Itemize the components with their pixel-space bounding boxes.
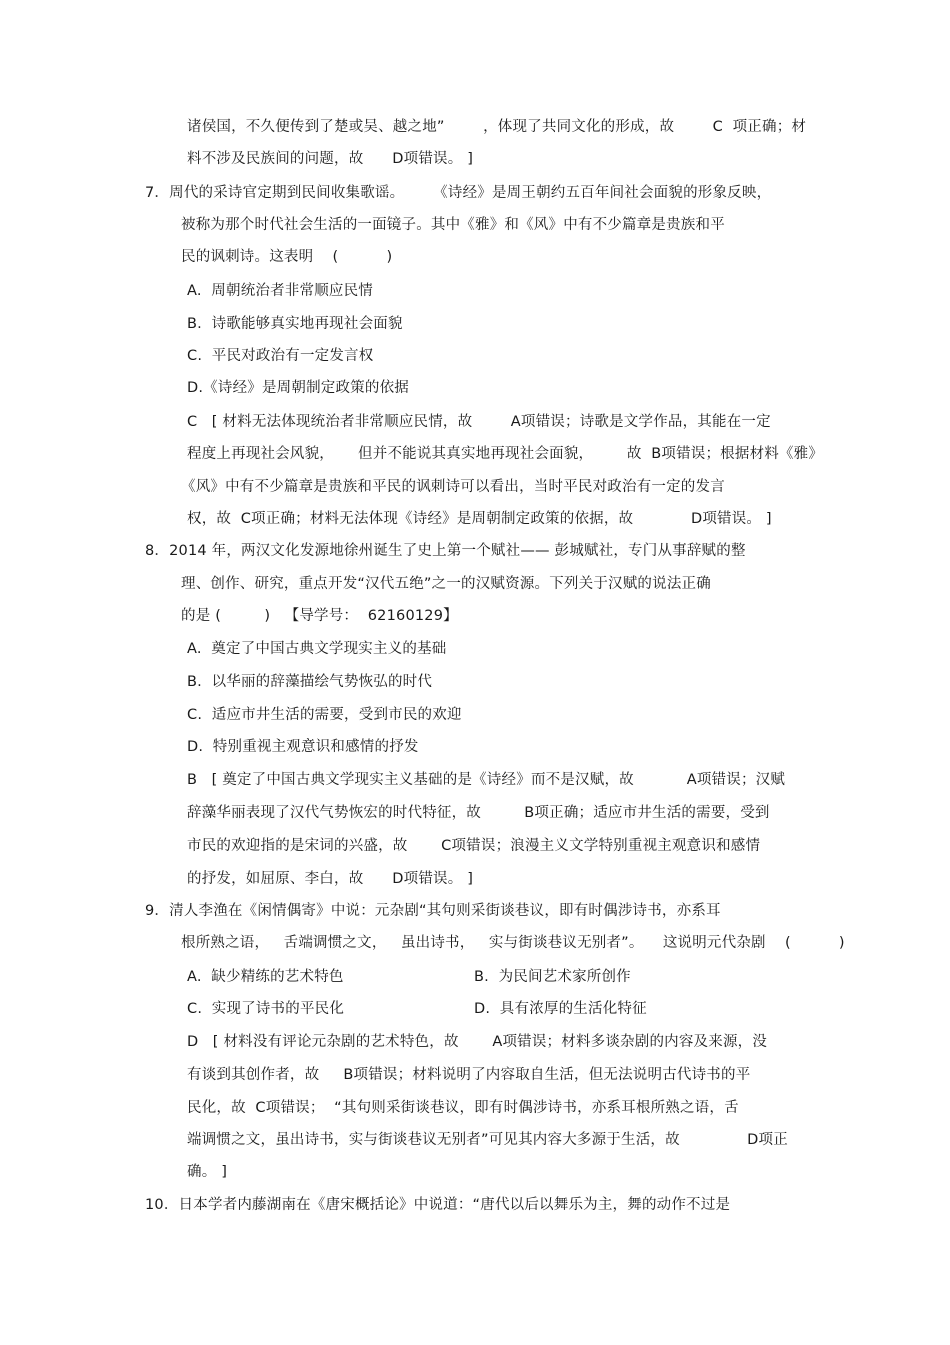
text-line: 民化，故 C项错误； “其句则采街谈巷议，即有时偶涉诗书，亦系耳根所熟之语，舌: [187, 1100, 739, 1116]
option-d: D. 具有浓厚的生活化特征: [474, 1001, 647, 1017]
text-line: 的是 ( ) 【导学号： 62160129】: [181, 608, 458, 624]
option-b: B. 为民间艺术家所创作: [474, 969, 631, 985]
option-a: A. 周朝统治者非常顺应民情: [187, 283, 373, 299]
question-8-stem: 8．2014 年，两汉文化发源地徐州诞生了史上第一个赋社—— 彭城赋社，专门从事辞赋的整: [145, 543, 746, 559]
text-line: 料不涉及民族间的问题，故 D项错误。 ]: [187, 151, 474, 167]
option-b: B. 以华丽的辞藻描绘气势恢弘的时代: [187, 674, 433, 690]
text-line: 的抒发，如屈原、李白，故 D项错误。 ]: [187, 871, 474, 887]
text-line: 被称为那个时代社会生活的一面镜子。其中《雅》和《风》中有不少篇章是贵族和平: [181, 217, 725, 233]
text-line: 权，故 C项正确；材料无法体现《诗经》是周朝制定政策的依据，故 D项错误。 ]: [187, 511, 772, 527]
text-line: 根所熟之语， 舌端调惯之文， 虽出诗书， 实与街谈巷议无别者”。 这说明元代杂剧 ( ): [181, 935, 845, 951]
text-line: 《风》中有不少篇章是贵族和平民的讽刺诗可以看出，当时平民对政治有一定的发言: [181, 479, 725, 495]
text-line: 有谈到其创作者，故 B项错误；材料说明了内容取自生活，但无法说明古代诗书的平: [187, 1067, 751, 1083]
question-9-stem: 9．清人李渔在《闲情偶寄》中说：元杂剧“其句则采街谈巷议，即有时偶涉诗书，亦系耳: [145, 903, 721, 919]
option-a: A. 缺少精练的艺术特色: [187, 969, 344, 985]
option-d: D.《诗经》是周朝制定政策的依据: [187, 380, 409, 396]
answer-explanation: C [ 材料无法体现统治者非常顺应民情，故 A项错误；诗歌是文学作品，其能在一定: [187, 414, 771, 430]
option-d: D. 特别重视主观意识和感情的抒发: [187, 739, 419, 755]
answer-explanation: D [ 材料没有评论元杂剧的艺术特色，故 A项错误；材料多谈杂剧的内容及来源，没: [187, 1034, 768, 1050]
answer-explanation: B [ 奠定了中国古典文学现实主义基础的是《诗经》而不是汉赋，故 A项错误；汉赋: [187, 772, 786, 788]
text-line: 确。 ]: [187, 1164, 228, 1180]
text-line: 辞藻华丽表现了汉代气势恢宏的时代特征，故 B项正确；适应市井生活的需要，受到: [187, 805, 770, 821]
option-b: B. 诗歌能够真实地再现社会面貌: [187, 316, 403, 332]
option-c: C. 实现了诗书的平民化: [187, 1001, 345, 1017]
text-line: 理、创作、研究，重点开发“汉代五绝”之一的汉赋资源。下列关于汉赋的说法正确: [181, 576, 711, 592]
text-line: 民的讽刺诗。这表明 ( ): [181, 249, 393, 265]
text-line: 程度上再现社会风貌， 但并不能说其真实地再现社会面貌， 故 B项错误；根据材料《雅》: [187, 446, 824, 462]
question-10-stem: 10．日本学者内藤湖南在《唐宋概括论》中说道：“唐代以后以舞乐为主，舞的动作不过是: [145, 1197, 731, 1213]
question-7-stem: 7．周代的采诗官定期到民间收集歌谣。 《诗经》是周王朝约五百年间社会面貌的形象反映，: [145, 185, 772, 201]
text-line: 诸侯国，不久便传到了楚或吴、越之地” ，体现了共同文化的形成，故 C 项正确；材: [187, 119, 807, 135]
text-line: 市民的欢迎指的是宋词的兴盛，故 C项错误；浪漫主义文学特别重视主观意识和感情: [187, 838, 761, 854]
option-a: A. 奠定了中国古典文学现实主义的基础: [187, 641, 447, 657]
option-c: C. 适应市井生活的需要，受到市民的欢迎: [187, 707, 462, 723]
text-line: 端调惯之文，虽出诗书，实与街谈巷议无别者”可见其内容大多源于生活，故 D项正: [187, 1132, 788, 1148]
option-c: C. 平民对政治有一定发言权: [187, 348, 374, 364]
